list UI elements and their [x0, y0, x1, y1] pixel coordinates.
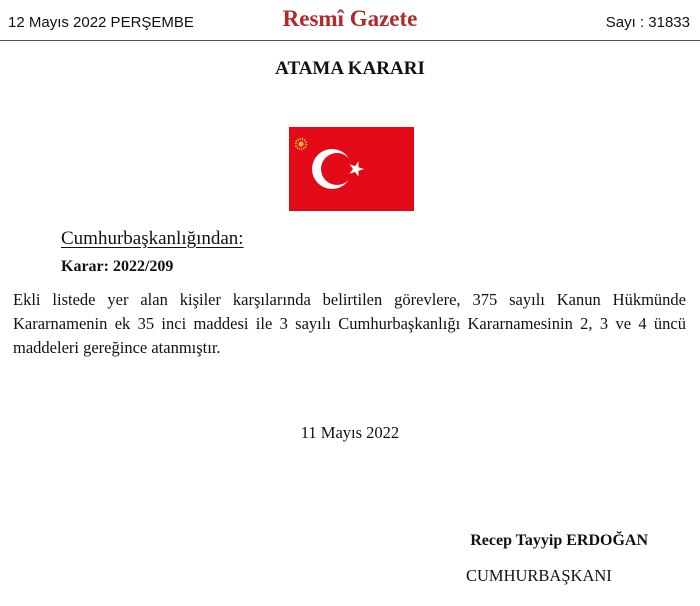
- issuing-authority: Cumhurbaşkanlığından:: [61, 228, 244, 249]
- signature-date: 11 Mayıs 2022: [300, 423, 400, 442]
- issue-number: Sayı : 31833: [605, 14, 690, 31]
- header-divider: [0, 40, 700, 41]
- signer-name: Recep Tayyip ERDOĞAN: [470, 532, 648, 549]
- gazette-header: [0, 0, 700, 44]
- header-date: 12 Mayıs 2022 PERŞEMBE: [8, 14, 194, 31]
- decision-body: Ekli listede yer alan kişiler karşılarında belirtilen görevlere, 375 sayılı Kanun Hükmünde Kararnamenin ek 35 inci maddesi ile 3 sayılı Cumhurbaşkanlığı Kararnamesinin 2, 3 ve 4 üncü maddeleri gereğince atanmıştır.: [13, 290, 686, 357]
- document-title: ATAMA KARARI: [275, 58, 425, 79]
- signer-title: CUMHURBAŞKANI: [466, 566, 612, 585]
- turkish-flag-icon: [289, 127, 414, 211]
- gazette-title: Resmî Gazete: [282, 6, 418, 31]
- decision-number: Karar: 2022/209: [61, 258, 174, 275]
- flag-graphic: [289, 127, 414, 211]
